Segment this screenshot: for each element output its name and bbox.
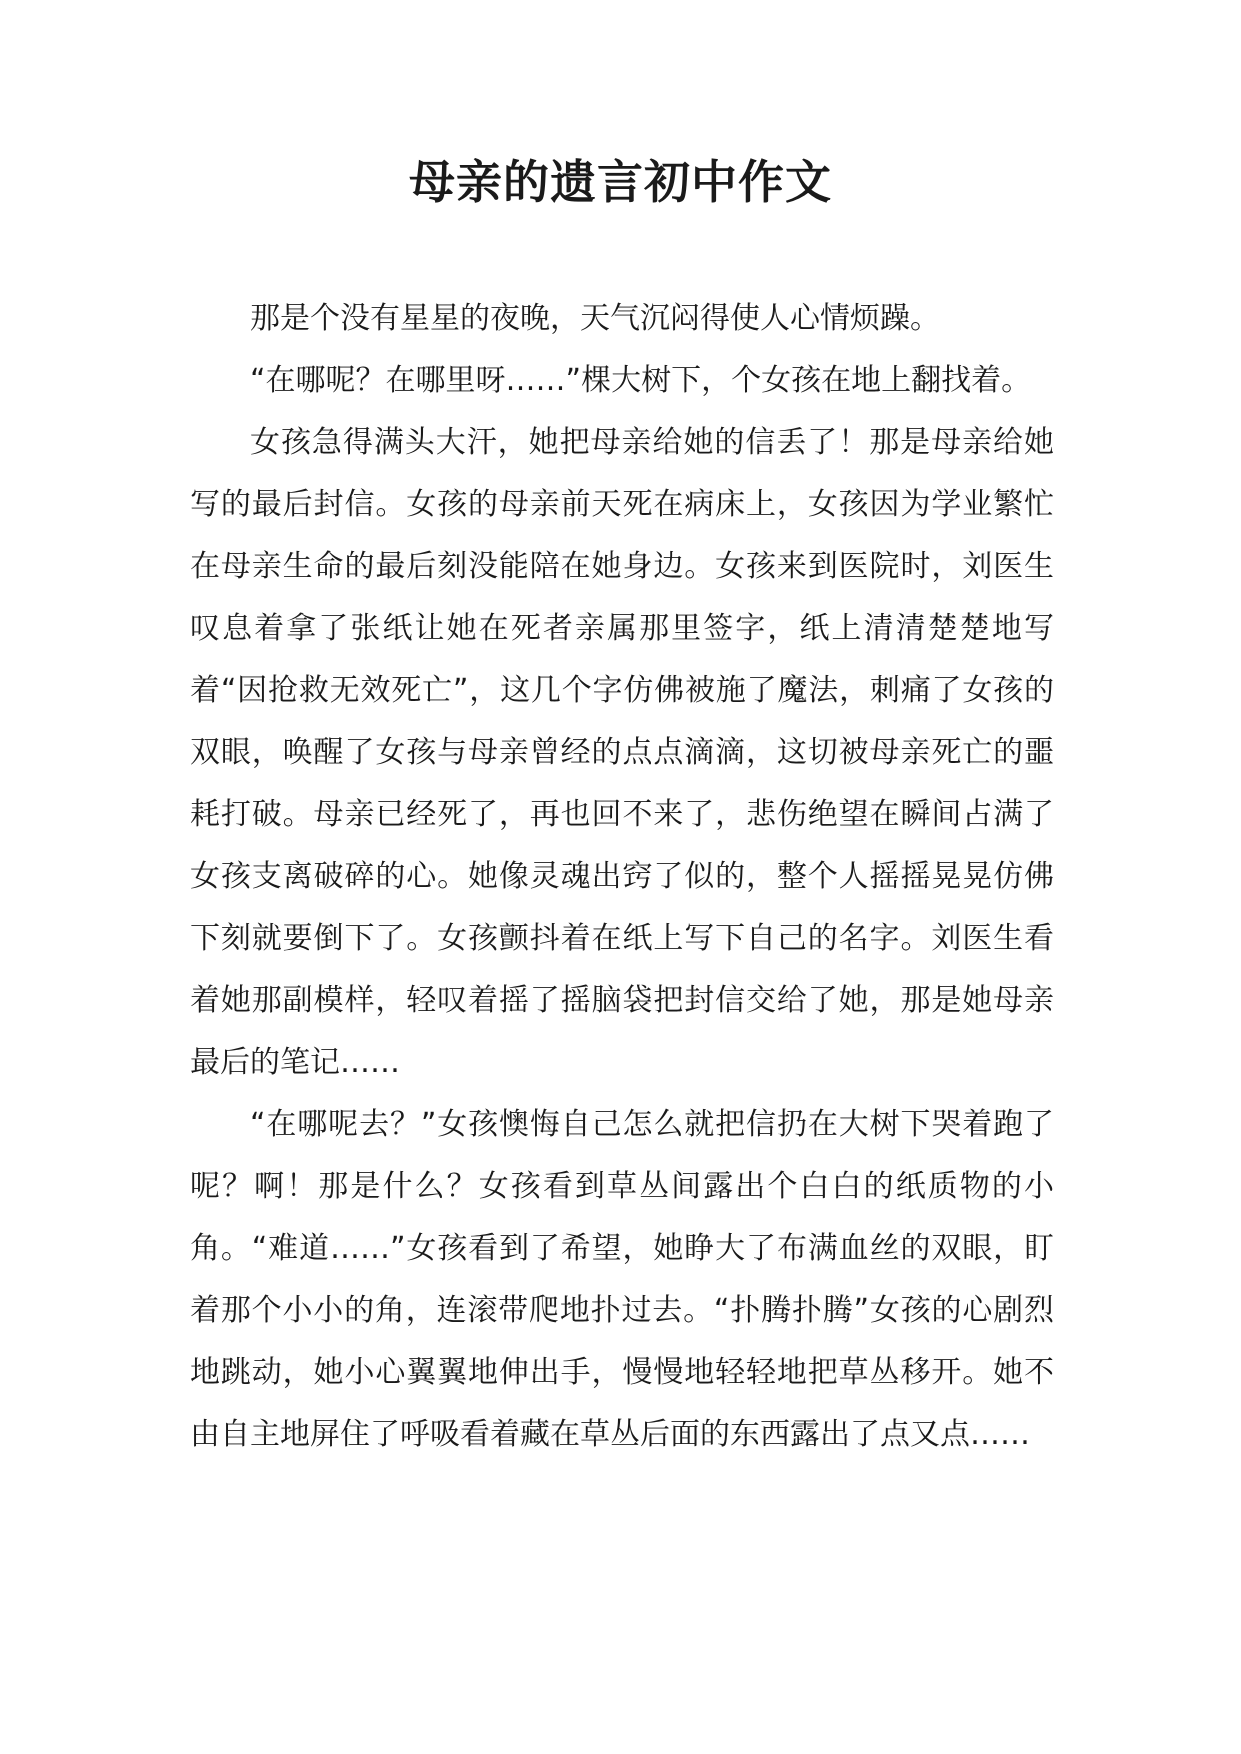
paragraph: 女孩急得满头大汗，她把母亲给她的信丢了！那是母亲给她写的最后封信。女孩的母亲前天死在病床上，女孩因为学业繁忙在母亲生命的最后刻没能陪在她身边。女孩来到医院时，刘医生叹息着拿了张纸让她在死者亲属那里签字，纸上清清楚楚地写着“因抢救无效死亡”，这几个字仿佛被施了魔法，刺痛了女孩的双眼，唤醒了女孩与母亲曾经的点点滴滴，这切被母亲死亡的噩耗打破。母亲已经死了，再也回不来了，悲伤绝望在瞬间占满了女孩支离破碎的心。她像灵魂出窍了似的，整个人摇摇晃晃仿佛下刻就要倒下了。女孩颤抖着在纸上写下自己的名字。刘医生看着她那副模样，轻叹着摇了摇脑袋把封信交给了她，那是她母亲最后的笔记…… xyxy=(190,425,1054,1080)
document-title: 母亲的遗言初中作文 xyxy=(409,155,832,209)
paragraph: 那是个没有星星的夜晚，天气沉闷得使人心情烦躁。 xyxy=(250,301,940,336)
paragraph: “在哪呢去？”女孩懊悔自己怎么就把信扔在大树下哭着跑了呢？啊！那是什么？女孩看到草丛间露出个白白的纸质物的小角。“难道……”女孩看到了希望，她睁大了布满血丝的双眼，盯着那个小小的角，连滚带爬地扑过去。“扑腾扑腾”女孩的心剧烈地跳动，她小心翼翼地伸出手，慢慢地轻轻地把草丛移开。她不由自主地屏住了呼吸看着藏在草丛后面的东西露出了点又点…… xyxy=(190,1107,1054,1452)
document-body xyxy=(190,288,1054,1466)
paragraph: “在哪呢？在哪里呀……”棵大树下，个女孩在地上翻找着。 xyxy=(250,363,1032,398)
